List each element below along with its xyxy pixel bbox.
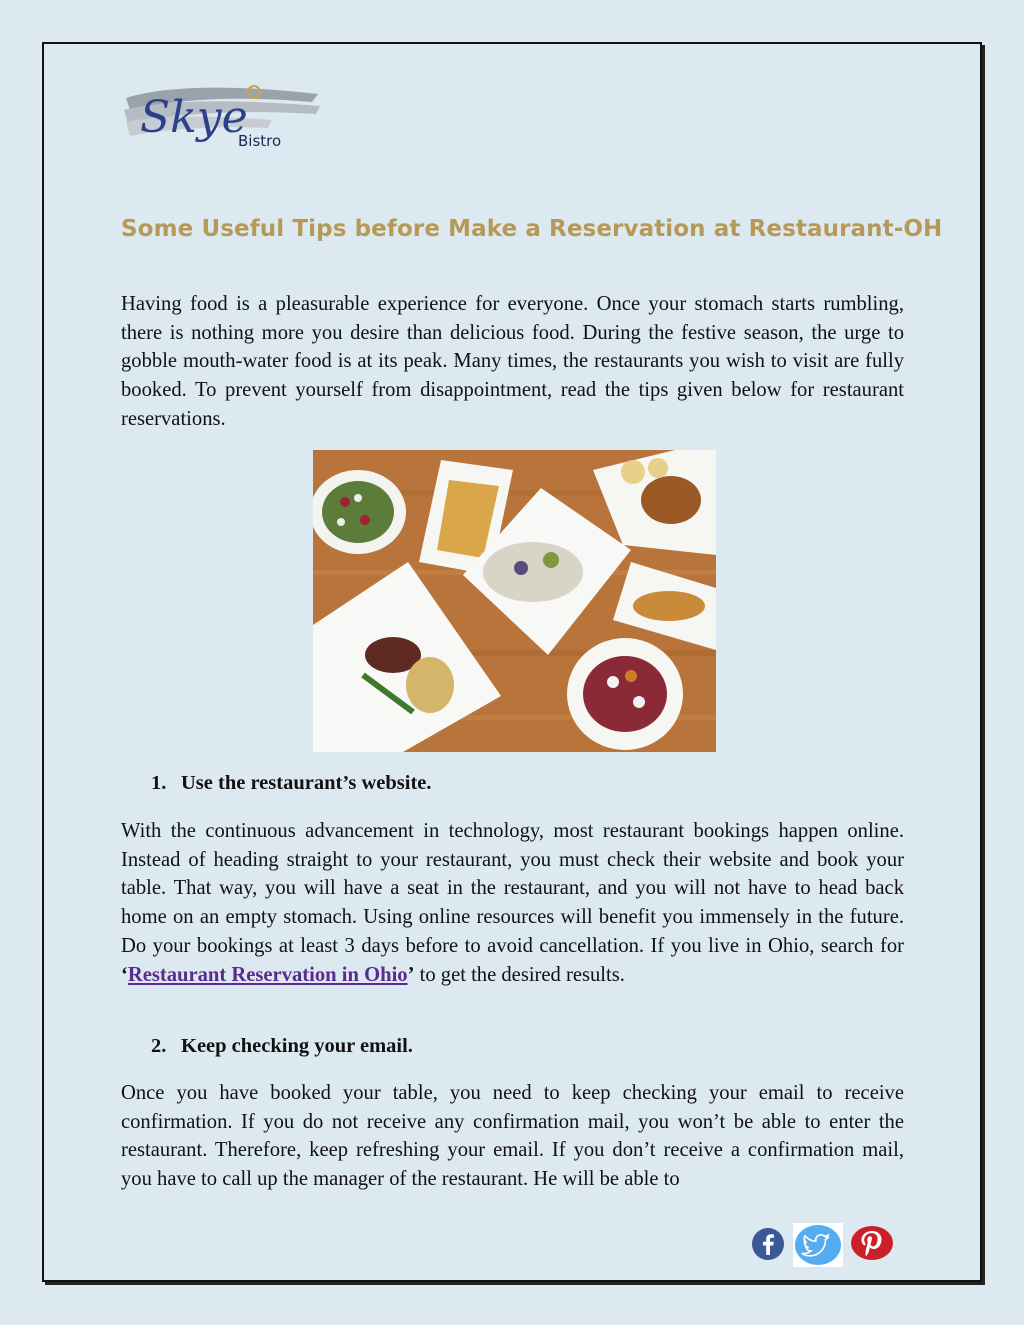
twitter-icon[interactable] <box>793 1223 843 1267</box>
document-page <box>42 42 982 1282</box>
restaurant-reservation-ohio-link[interactable]: Restaurant Reservation in Ohio <box>127 963 408 986</box>
svg-text:Skye: Skye <box>140 92 248 143</box>
svg-text:Bistro: Bistro <box>238 132 282 150</box>
tip-2-paragraph: Once you have booked your table, you need to keep checking your email to receive confirmation. If you do not receive any confirmation mail, you won’t be able to enter the restaurant. Therefore, keep refreshing your email. If you don’t receive a confirmation mail, you have to call up the manager of the restaurant. He will be able to <box>121 1082 904 1191</box>
tip-1-paragraph: With the continuous advancement in technology, most restaurant bookings happen online. Instead of heading straight to your restaurant, you must check their website and book your table. That way, you will have a seat in the restaurant, and you will not have to head back home on an empty stomach. Using online resources will benefit you immensely in the future. Do your bookings at least 3 days before to avoid cancellation. If you live in Ohio, search for ‘Restaurant Reservation in Ohio’ to get the desired results. <box>121 820 904 986</box>
food-dishes-photo <box>313 450 716 752</box>
page-title: Some Useful Tips before Make a Reservation at Restaurant-OH <box>121 216 943 242</box>
skye-bistro-logo <box>122 80 322 160</box>
pinterest-icon[interactable] <box>850 1225 894 1261</box>
tip-1-heading: 1. Use the restaurant’s website. <box>151 772 432 794</box>
tip-2-heading: 2. Keep checking your email. <box>151 1035 413 1057</box>
facebook-icon[interactable] <box>751 1227 785 1261</box>
intro-paragraph: Having food is a pleasurable experience for everyone. Once your stomach starts rumbling, there is nothing more you desire than delicious food. During the festive season, the urge to gobble mouth-water food is at its peak. Many times, the restaurants you wish to visit are fully booked. To prevent yourself from disappointment, read the tips given below for restaurant reservations. <box>121 293 904 430</box>
